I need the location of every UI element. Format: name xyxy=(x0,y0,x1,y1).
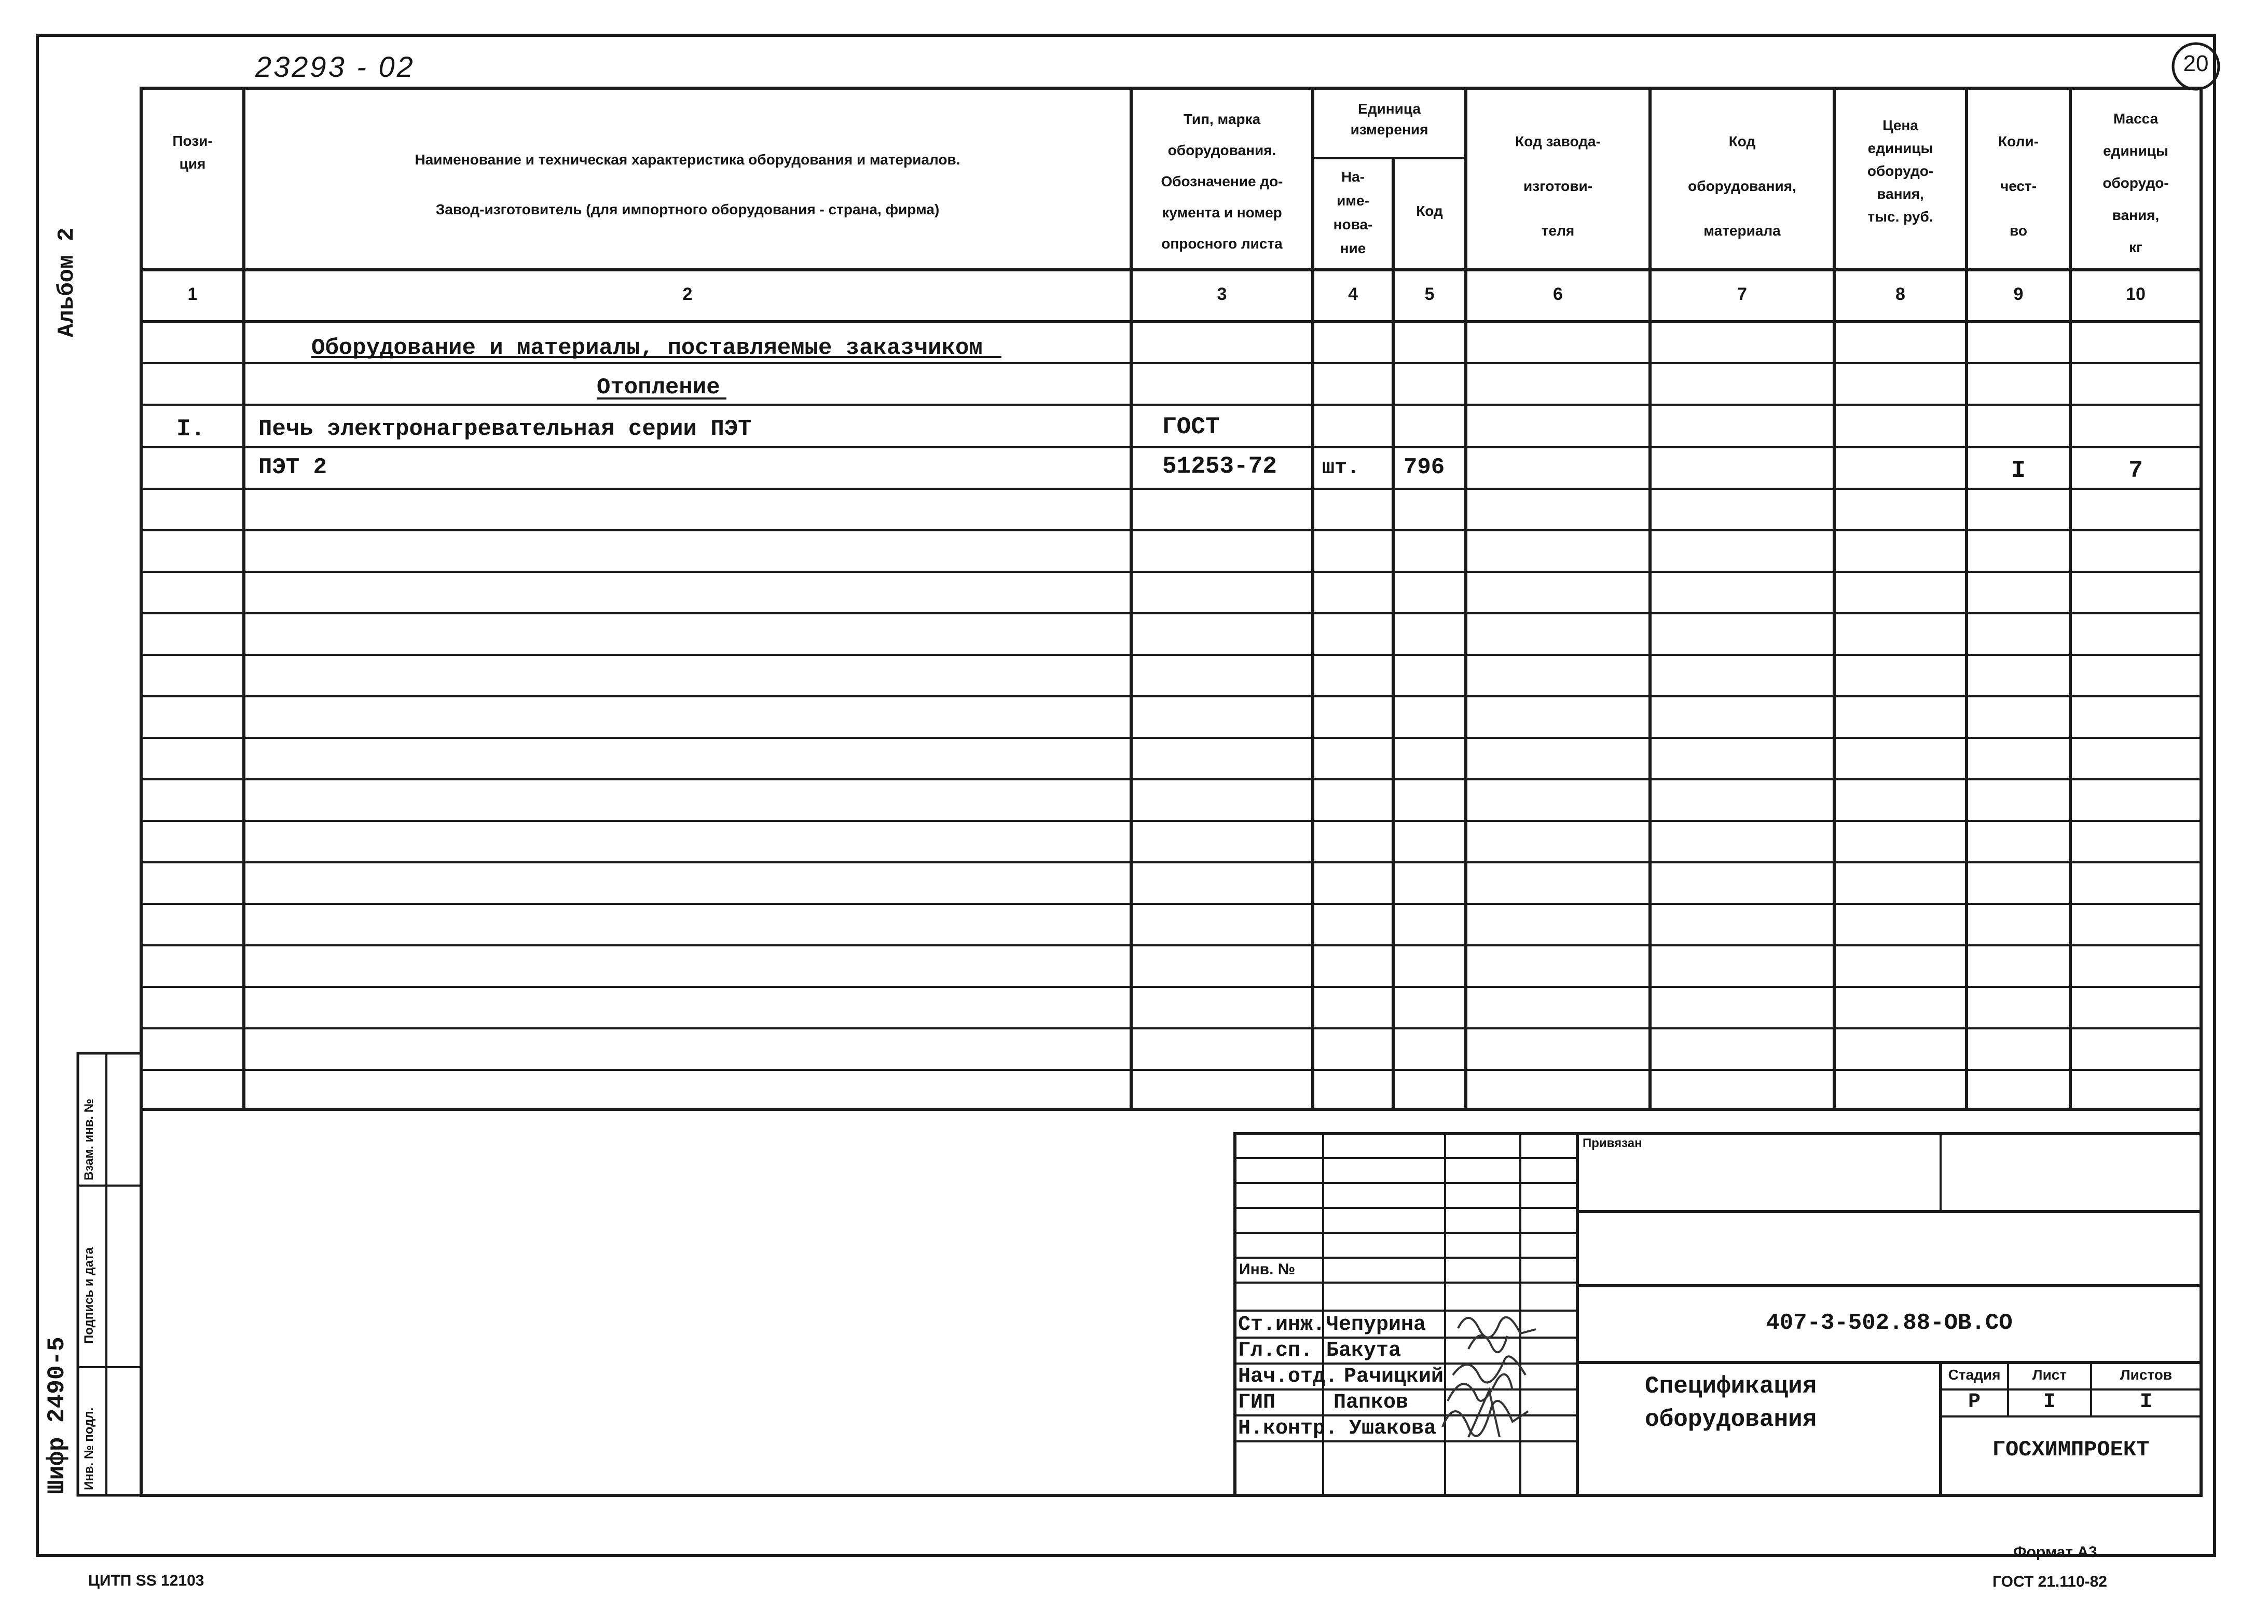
sheets-label: Листов xyxy=(2120,1367,2173,1383)
stage-value: Р xyxy=(1968,1391,1981,1414)
signer-name-3: Рачицкий xyxy=(1344,1365,1444,1388)
item-doc-standard: ГОСТ xyxy=(1162,414,1220,441)
section-title: Оборудование и материалы, поставляемые заказчиком xyxy=(311,335,983,361)
sheet-number-badge: 20 xyxy=(2183,51,2209,76)
header-unit-group: Единица измерения xyxy=(1350,101,1428,137)
header-price: Цена единицы оборудо- вания, тыс. руб. xyxy=(1867,117,1934,225)
signer-role-4: ГИП xyxy=(1238,1391,1276,1414)
stamp-replace-inv: Взам. инв. № xyxy=(82,1098,96,1180)
col-number-3: 3 xyxy=(1217,284,1227,304)
signer-role-5: Н.контр. xyxy=(1238,1417,1338,1440)
item-mass: 7 xyxy=(2128,457,2143,484)
signer-name-5: Ушакова xyxy=(1349,1417,1437,1440)
col-number-7: 7 xyxy=(1737,284,1747,304)
signer-name-2: Бакута xyxy=(1326,1339,1401,1362)
sheet-value: I xyxy=(2043,1391,2056,1414)
col-number-6: 6 xyxy=(1553,284,1563,304)
col-number-1: 1 xyxy=(187,284,198,304)
header-equipment-code: Код оборудования, материала xyxy=(1688,133,1796,239)
inventory-number-label: Инв. № xyxy=(1239,1261,1296,1278)
item-unit-code: 796 xyxy=(1404,455,1445,480)
sheet-title: Спецификация оборудования xyxy=(1645,1373,1817,1433)
stage-label: Стадия xyxy=(1948,1367,2001,1383)
stamp-original-inv: Инв. № подл. xyxy=(82,1407,96,1490)
item-model: ПЭТ 2 xyxy=(258,455,327,480)
col-number-5: 5 xyxy=(1424,284,1435,304)
footer-standard: ГОСТ 21.110-82 xyxy=(1992,1573,2107,1590)
item-name: Печь электронагревательная серии ПЭТ xyxy=(258,416,752,442)
sheets-value: I xyxy=(2139,1391,2152,1414)
cipher-label: Шифр 2490-5 xyxy=(44,1337,71,1494)
col-number-2: 2 xyxy=(682,284,693,304)
signer-role-3: Нач.отд. xyxy=(1238,1365,1338,1388)
signer-name-1: Чепурина xyxy=(1326,1313,1426,1337)
album-label: Альбом 2 xyxy=(54,227,80,337)
sheet-label: Лист xyxy=(2032,1367,2067,1383)
col-number-8: 8 xyxy=(1895,284,1905,304)
header-unit-name: На- име- нова- ние xyxy=(1333,169,1373,256)
col-number-9: 9 xyxy=(2013,284,2024,304)
col-number-10: 10 xyxy=(2126,284,2146,304)
header-plant-code: Код завода- изготови- теля xyxy=(1515,133,1601,239)
header-name: Наименование и техническая характеристика оборудования и материалов. Завод-изготовитель (для импортного оборудования - страна, фирма) xyxy=(415,152,960,217)
header-mass: Масса единицы оборудо- вания, кг xyxy=(2102,111,2169,255)
header-position: Пози- ция xyxy=(172,133,213,172)
header-unit-code: Код xyxy=(1416,203,1443,219)
footer-print-code: ЦИТП SS 12103 xyxy=(88,1572,204,1589)
item-doc-number: 51253-72 xyxy=(1162,453,1277,480)
header-quantity: Коли- чест- во xyxy=(1998,133,2039,239)
organization-name: ГОСХИМПРОЕКТ xyxy=(1992,1437,2150,1462)
document-number: 407-3-502.88-ОВ.СО xyxy=(1766,1310,2013,1336)
signer-name-4: Папков xyxy=(1334,1391,1409,1414)
item-quantity: I xyxy=(2011,457,2026,484)
item-position: I. xyxy=(176,416,205,443)
item-unit: шт. xyxy=(1322,457,1360,480)
attached-label: Привязан xyxy=(1583,1136,1642,1150)
signer-role-1: Ст.инж. xyxy=(1238,1313,1326,1337)
footer-format: Формат А3 xyxy=(2013,1544,2097,1561)
col-number-4: 4 xyxy=(1348,284,1358,304)
header-type: Тип, марка оборудования. Обозначение до- кумента и номер опросного листа xyxy=(1161,111,1283,252)
subsection-title: Отопление xyxy=(597,375,720,401)
document-code: 23293 - 02 xyxy=(255,50,415,83)
stamp-signature-date: Подпись и дата xyxy=(82,1247,96,1344)
signer-role-2: Гл.сп. xyxy=(1238,1339,1313,1362)
